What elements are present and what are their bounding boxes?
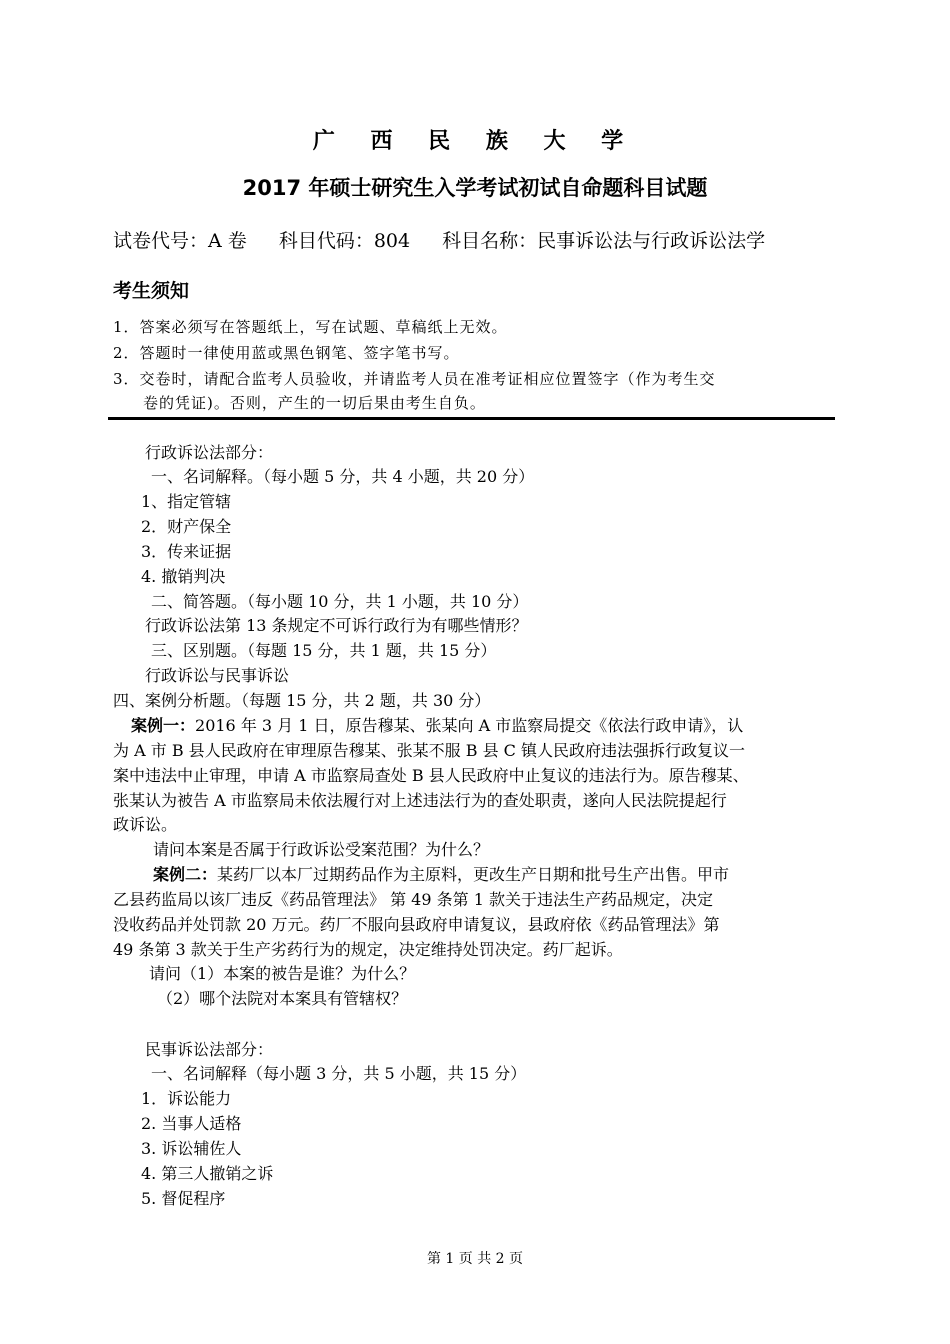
case1-line: 政诉讼。 [113,815,178,834]
civil-term: 3. 诉讼辅佐人 [141,1139,242,1158]
section-divider [108,417,835,420]
exam-title: 2017 年硕士研究生入学考试初试自命题科目试题 [242,176,708,200]
civil-part-heading: 民事诉讼法部分： [145,1040,274,1059]
civil-term: 4. 第三人撤销之诉 [141,1164,274,1183]
case2-line: 没收药品并处罚款 20 万元。药厂不服向县政府申请复议，县政府依《药品管理法》第 [113,915,720,934]
case1-line: 案中违法中止审理，申请 A 市监察局查处 B 县人民政府中止复议的违法行为。原告穆某、 [113,766,749,785]
page-number: 第 1 页 共 2 页 [426,1251,524,1267]
admin-sec1-heading: 一、名词解释。（每小题 5 分，共 4 小题，共 20 分） [151,467,535,486]
case1-label: 案例一： [131,716,196,735]
university-name: 广 西 民 族 大 学 [312,129,638,154]
admin-sec3-heading: 三、区别题。（每题 15 分，共 1 题，共 15 分） [151,641,497,660]
paper-meta [113,226,791,253]
notice-item: 卷的凭证)。否则，产生的一切后果由考生自负。 [143,394,486,412]
case1-line: 案例一：2016 年 3 月 1 日，原告穆某、张某向 A 市监察局提交《依法行政申请》，认 [131,716,744,735]
case2-question-1: 请问（1）本案的被告是谁？为什么？ [149,964,416,983]
civil-term: 2. 当事人适格 [141,1114,242,1133]
notice-item: 3．交卷时，请配合监考人员验收，并请监考人员在准考证相应位置签字（作为考生交 [113,370,716,388]
case2-label: 案例二： [153,865,218,884]
civil-sec1-heading: 一、名词解释（每小题 3 分，共 5 小题，共 15 分） [151,1064,527,1083]
admin-part-heading: 行政诉讼法部分： [145,443,274,462]
subject-name: 科目名称：民事诉讼法与行政诉讼法学 [442,230,766,252]
case2-question-2: （2）哪个法院对本案具有管辖权？ [157,989,408,1008]
admin-term: 3．传来证据 [141,542,232,561]
admin-sec2-heading: 二、简答题。（每小题 10 分，共 1 小题，共 10 分） [151,592,529,611]
notice-item: 1．答案必须写在答题纸上，写在试题、草稿纸上无效。 [113,318,508,336]
admin-sec2-question: 行政诉讼法第 13 条规定不可诉行政行为有哪些情形？ [145,616,528,635]
case2-line: 49 条第 3 款关于生产劣药行为的规定，决定维持处罚决定。药厂起诉。 [113,940,623,959]
admin-term: 1、指定管辖 [141,492,232,511]
case1-line: 为 A 市 B 县人民政府在审理原告穆某、张某不服 B 县 C 镇人民政府违法强拆行政复议一 [113,741,746,760]
admin-sec4-heading: 四、案例分析题。（每题 15 分，共 2 题，共 30 分） [113,691,491,710]
admin-sec3-question: 行政诉讼与民事诉讼 [145,666,290,685]
admin-term: 4. 撤销判决 [141,567,226,586]
notice-heading: 考生须知 [113,280,190,302]
paper-code: 试卷代号：A 卷 [113,230,247,252]
case1-question: 请问本案是否属于行政诉讼受案范围？为什么？ [153,840,490,859]
civil-term: 5. 督促程序 [141,1189,226,1208]
admin-term: 2．财产保全 [141,517,232,536]
civil-term: 1．诉讼能力 [141,1089,232,1108]
subject-code: 科目代码：804 [278,230,411,252]
case1-line: 张某认为被告 A 市监察局未依法履行对上述违法行为的查处职责，遂向人民法院提起行 [113,791,727,810]
notice-item: 2．答题时一律使用蓝或黑色钢笔、签字笔书写。 [113,344,460,362]
case2-line: 乙县药监局以该厂违反《药品管理法》 第 49 条第 1 款关于违法生产药品规定，决定 [113,890,713,909]
case2-line: 案例二：某药厂以本厂过期药品作为主原料，更改生产日期和批号生产出售。甲市 [153,865,730,884]
